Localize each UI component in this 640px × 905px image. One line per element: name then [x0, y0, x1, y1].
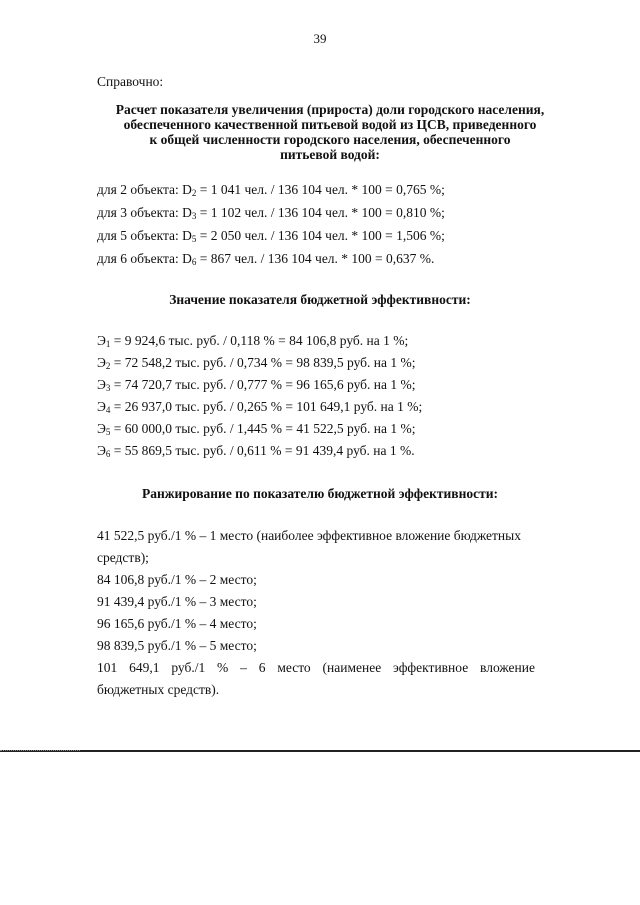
efficiency-line: $Э_2 = 72$ 548,2 тыс. руб. / 0,734 % = 98 839,5 руб. на 1 %;	[97, 355, 416, 371]
ranking-item-last: 101 649,1 руб./1 % – 6 место (наименее эффективное вложение	[97, 660, 535, 675]
efficiency-line: $Э_6 = 55$ 869,5 тыс. руб. / 0,611 % = 91 439,4 руб. на 1 %.	[97, 443, 415, 459]
reference-label: Справочно:	[97, 74, 164, 89]
calculation-title	[80, 102, 580, 162]
ranking-item: 91 439,4 руб./1 % – 3 место;	[97, 594, 257, 609]
ranking-title: Ранжирование по показателю бюджетной эффективности:	[141, 486, 499, 501]
efficiency-line: $Э_3 = 74$ 720,7 тыс. руб. / 0,777 % = 96 165,6 руб. на 1 %;	[97, 377, 416, 393]
ranking-item: 96 165,6 руб./1 % – 4 место;	[97, 616, 257, 631]
ranking-item-first: 41 522,5 руб./1 % – 1 место (наиболее эффективное вложение бюджетных	[97, 528, 521, 543]
page-number: 39	[313, 31, 327, 46]
efficiency-line: $Э_1 = 9$ 924,6 тыс. руб. / 0,118 % = 84 106,8 руб. на 1 %;	[97, 333, 409, 349]
page-divider-faint	[0, 750, 80, 751]
calculation-line: для 2 объекта: $D_2 = 1$ 041 чел. / 136 104 чел. * 100 = 0,765 %;	[97, 182, 445, 198]
calculation-line: для 3 объекта: $D_3 = 1$ 102 чел. / 136 104 чел. * 100 = 0,810 %;	[97, 205, 445, 221]
calculation-line: для 5 объекта: $D_5 = 2$ 050 чел. / 136 104 чел. * 100 = 1,506 %;	[97, 228, 445, 244]
ranking-item: 98 839,5 руб./1 % – 5 место;	[97, 638, 257, 653]
calculation-title-line: питьевой водой:	[280, 147, 380, 162]
ranking-item-last-continuation: бюджетных средств).	[97, 682, 220, 697]
calculation-title-line: обеспеченного качественной питьевой водой из ЦСВ, приведенного	[123, 117, 537, 132]
calculation-title-line: Расчет показателя увеличения (прироста) доли городского населения,	[115, 102, 545, 117]
efficiency-line: $Э_4 = 26$ 937,0 тыс. руб. / 0,265 % = 101 649,1 руб. на 1 %;	[97, 399, 423, 415]
ranking-item: 84 106,8 руб./1 % – 2 место;	[97, 572, 257, 587]
calculation-title-line: к общей численности городского населения, обеспеченного	[149, 132, 511, 147]
calculation-line: для 6 объекта: $D_6 = 867$ чел. / 136 104 чел. * 100 = 0,637 %.	[97, 251, 435, 267]
efficiency-title: Значение показателя бюджетной эффективности:	[169, 292, 471, 307]
ranking-item-first-continuation: средств);	[97, 550, 149, 565]
page-divider	[0, 750, 640, 752]
efficiency-line: $Э_5 = 60$ 000,0 тыс. руб. / 1,445 % = 41 522,5 руб. на 1 %;	[97, 421, 416, 437]
